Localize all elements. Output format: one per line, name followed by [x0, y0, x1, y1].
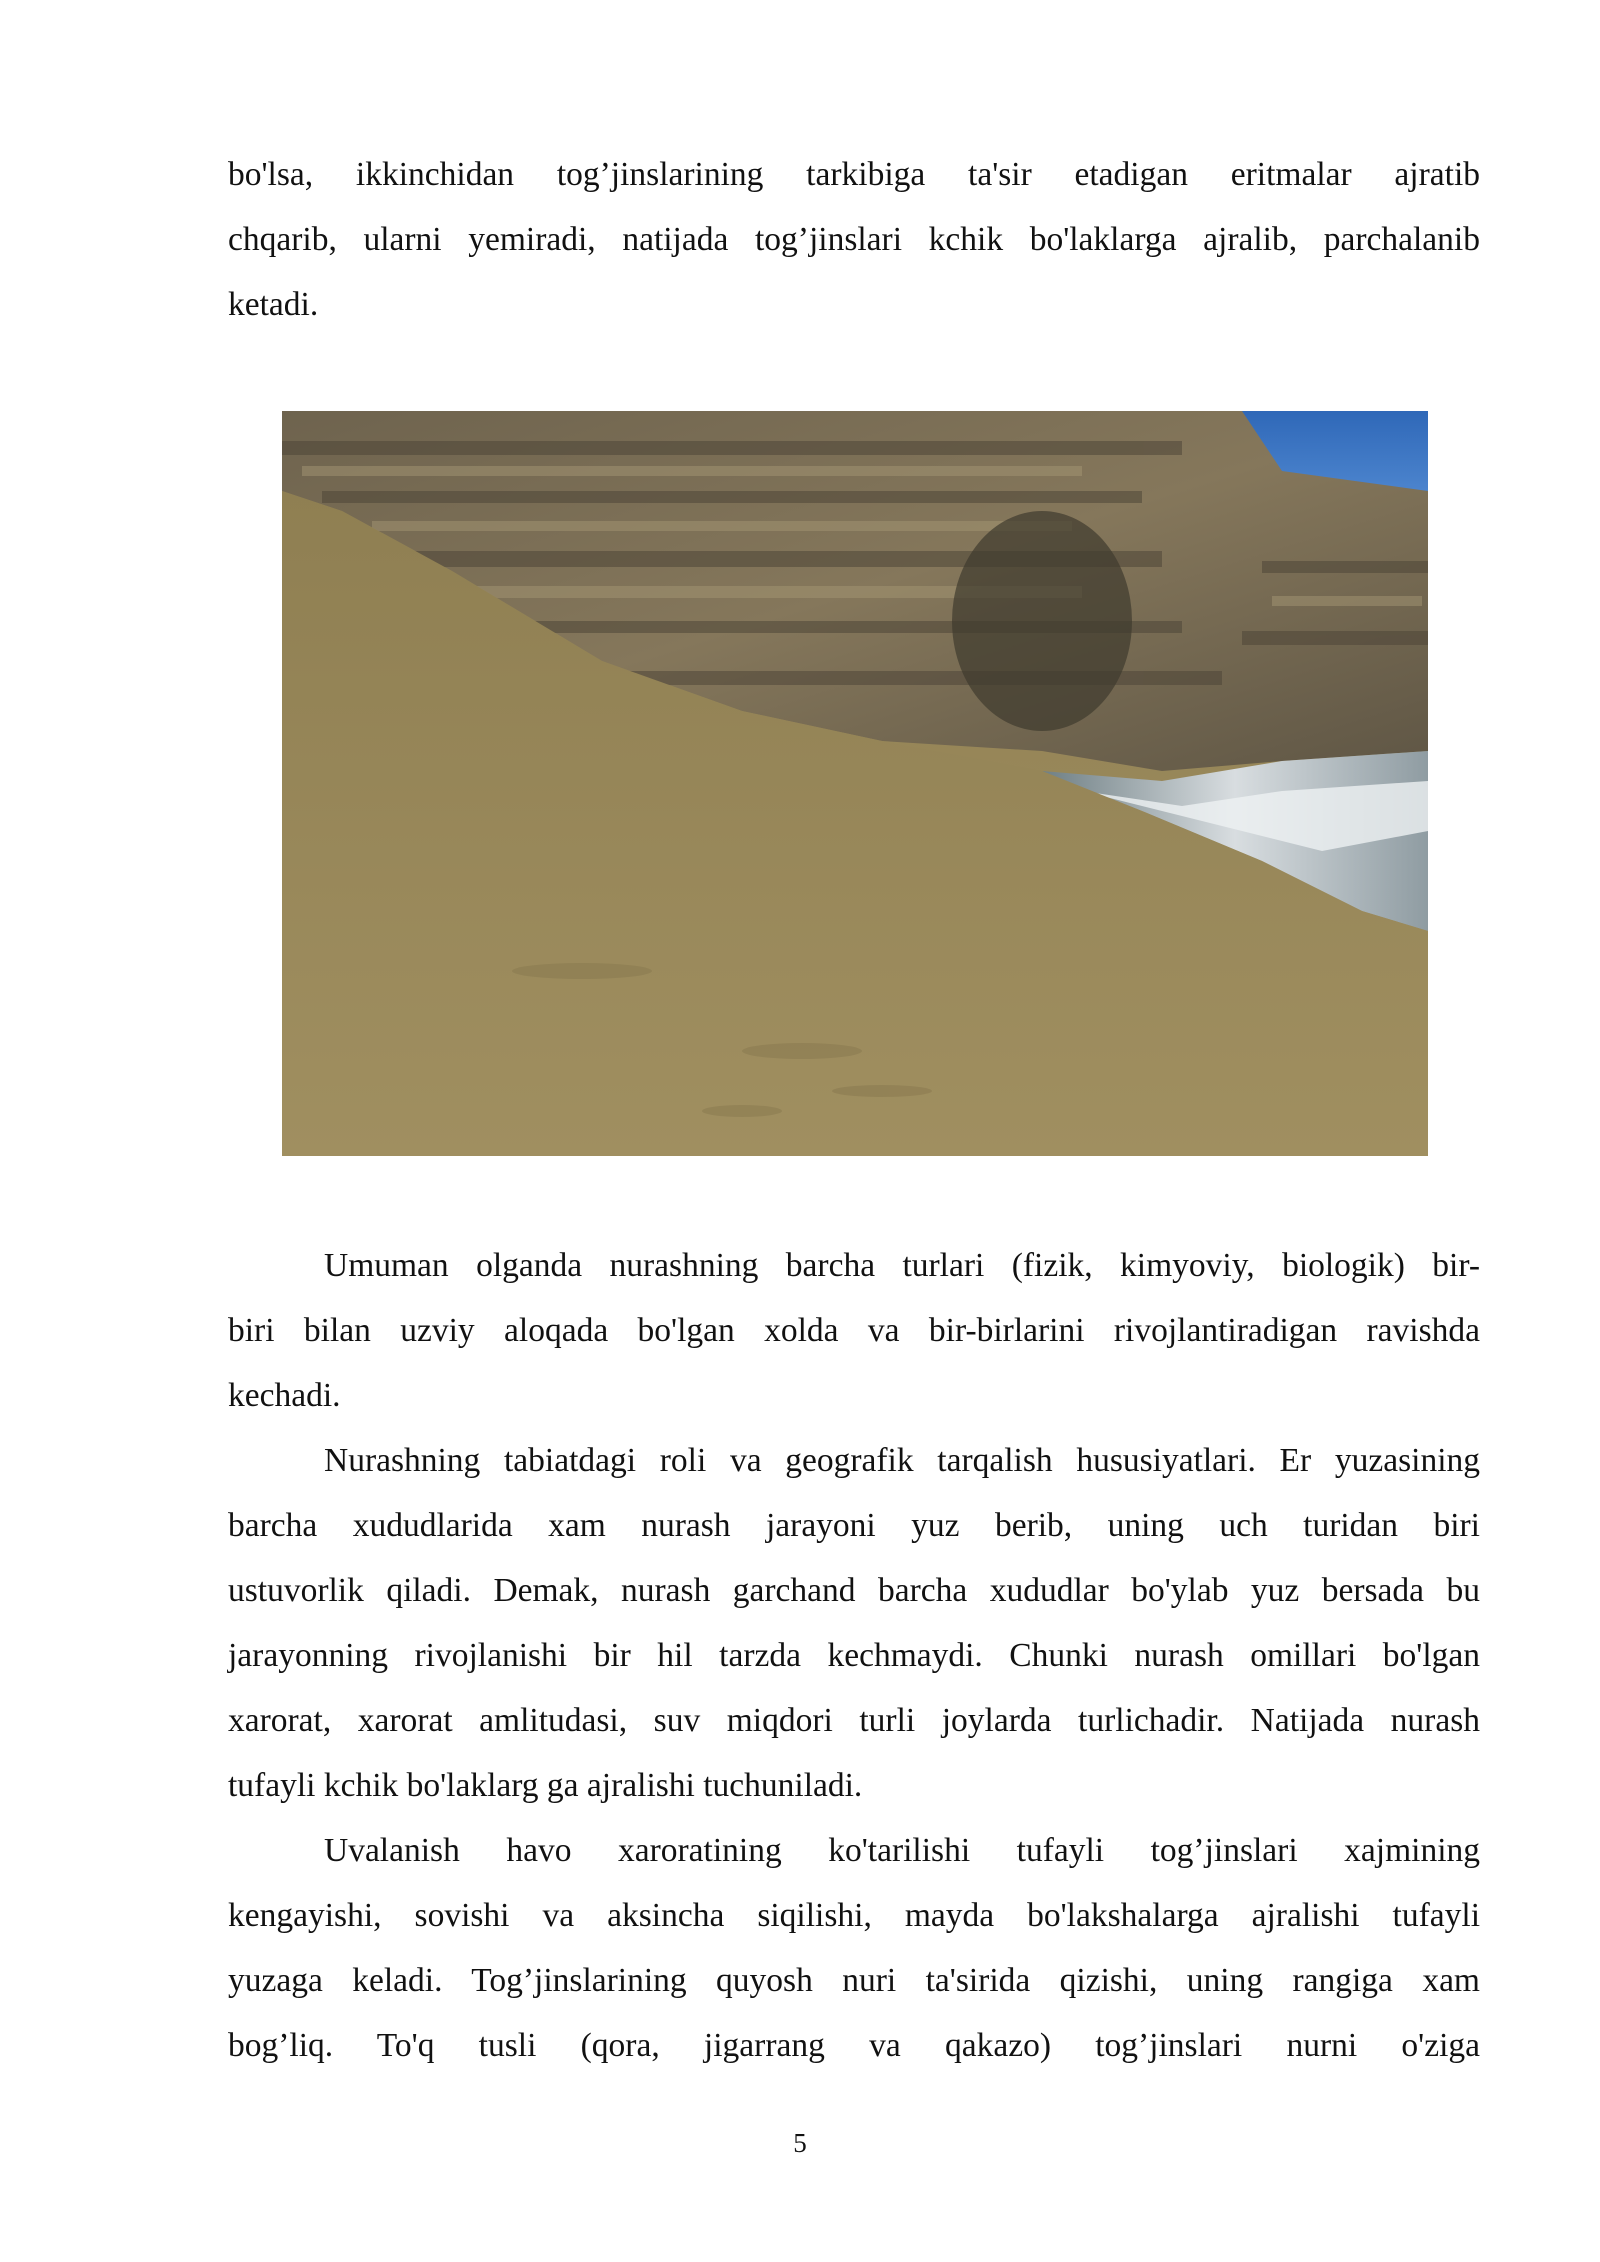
paragraph-line: jarayonning rivojlanishi bir hil tarzda kechmaydi. Chunki nurash omillari bo'lgan — [228, 1637, 1480, 1674]
paragraph-line: tufayli kchik bo'laklarg ga ajralishi tuchuniladi. — [228, 1767, 863, 1804]
paragraph-line: kechadi. — [228, 1377, 341, 1414]
paragraph-line: biri bilan uzviy aloqada bo'lgan xolda va bir-birlarini rivojlantiradigan ravishda — [228, 1312, 1480, 1349]
paragraph-line: Nurashning tabiatdagi roli va geografik tarqalish hususiyatlari. Er yuzasining — [324, 1442, 1480, 1479]
paragraph-line: bog’liq. To'q tusli (qora, jigarrang va qakazo) tog’jinslari nurni o'ziga — [228, 2027, 1480, 2064]
paragraph-line: yuzaga keladi. Tog’jinslarining quyosh nuri ta'sirida qizishi, uning rangiga xam — [228, 1962, 1480, 1999]
page-number: 5 — [793, 2128, 807, 2158]
paragraph-line: kengayishi, sovishi va aksincha siqilishi, mayda bo'lakshalarga ajralishi tufayli — [228, 1897, 1480, 1934]
paragraph-line: ketadi. — [228, 286, 319, 323]
paragraph-4 — [228, 1818, 1480, 2078]
paragraph-line: Umuman olganda nurashning barcha turlari (fizik, kimyoviy, biologik) bir- — [324, 1247, 1480, 1284]
photo-image — [282, 411, 1428, 1156]
paragraph-line: Uvalanish havo xaroratining ko'tarilishi tufayli tog’jinslari xajmining — [324, 1832, 1480, 1869]
paragraph-line: bo'lsa, ikkinchidan tog’jinslarining tarkibiga ta'sir etadigan eritmalar ajratib — [228, 156, 1480, 193]
paragraph-line: ustuvorlik qiladi. Demak, nurash garchand barcha xududlar bo'ylab yuz bersada bu — [228, 1572, 1480, 1609]
paragraph-3 — [228, 1428, 1480, 1818]
paragraph-2 — [228, 1233, 1480, 1428]
paragraph-line: chqarib, ularni yemiradi, natijada tog’jinslari kchik bo'laklarga ajralib, parchalanib — [228, 221, 1480, 258]
cliff-beach-photo — [282, 411, 1428, 1156]
paragraph-line: barcha xududlarida xam nurash jarayoni yuz berib, uning uch turidan biri — [228, 1507, 1480, 1544]
paragraph-1 — [228, 142, 1480, 337]
paragraph-line: xarorat, xarorat amlitudasi, suv miqdori turli joylarda turlichadir. Natijada nurash — [228, 1702, 1480, 1739]
